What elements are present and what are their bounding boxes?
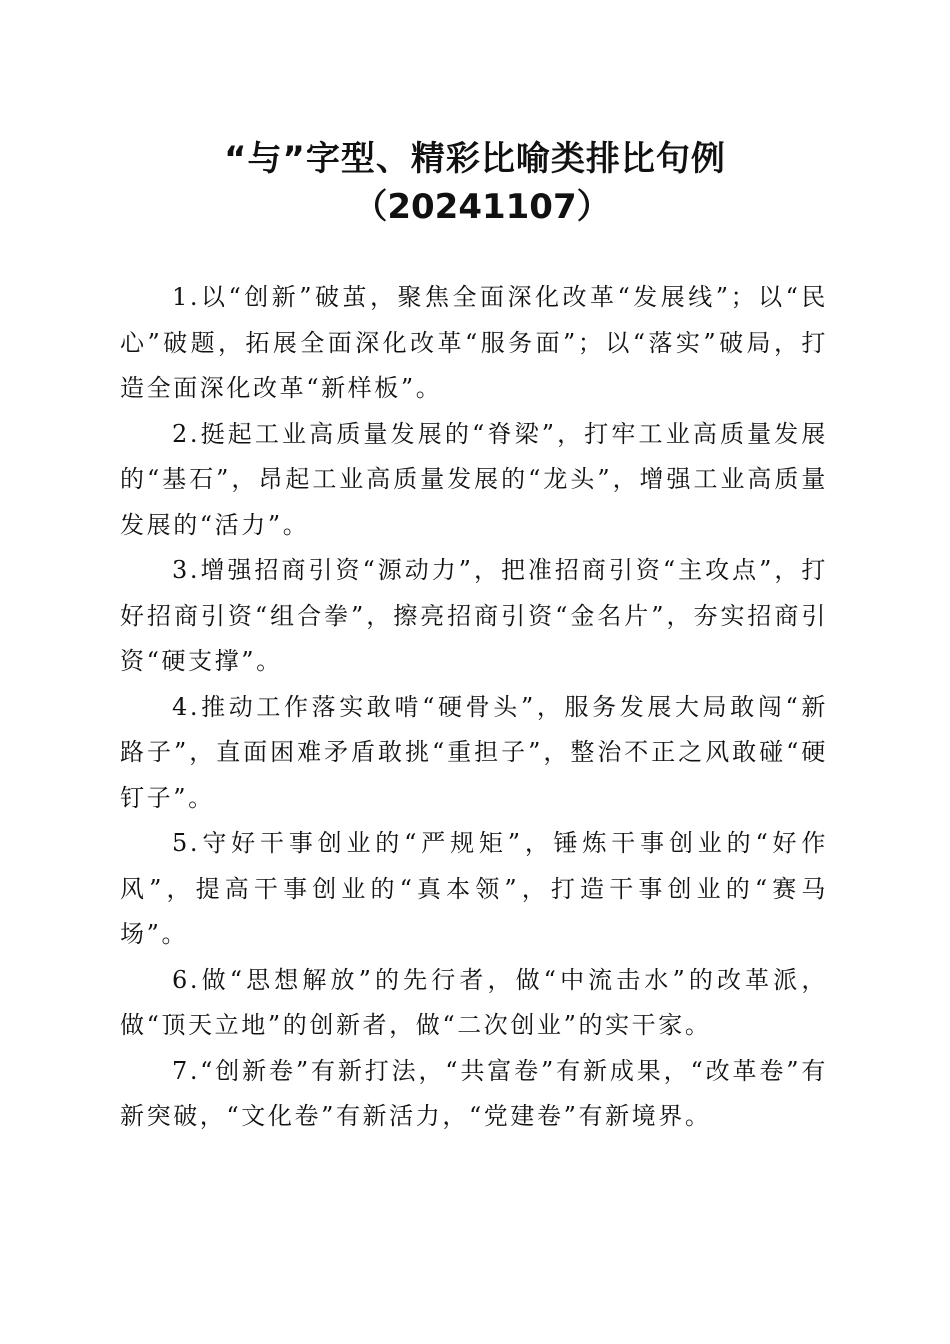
document-date-subtitle: （20241107）: [353, 187, 611, 227]
paragraph-7: 7.“创新卷”有新打法，“共富卷”有新成果，“改革卷”有新突破，“文化卷”有新活力，“党建卷”有新境界。: [120, 1056, 828, 1130]
paragraph-1: 1.以“创新”破茧，聚焦全面深化改革“发展线”；以“民心”破题，拓展全面深化改革“服务面”；以“落实”破局，打造全面深化改革“新样板”。: [120, 283, 828, 402]
title-block: [0, 134, 950, 230]
paragraph-3: 3.增强招商引资“源动力”，把准招商引资“主攻点”，打好招商引资“组合拳”，擦亮招商引资“金名片”，夯实招商引资“硬支撑”。: [120, 556, 828, 675]
document-body: [120, 275, 828, 1140]
paragraph-4: 4.推动工作落实敢啃“硬骨头”，服务发展大局敢闯“新路子”，直面困难矛盾敢挑“重担子”，整治不正之风敢碰“硬钉子”。: [120, 692, 828, 812]
document-title: “与”字型、精彩比喻类排比句例: [224, 139, 726, 179]
paragraph-6: 6.做“思想解放”的先行者，做“中流击水”的改革派，做“顶天立地”的创新者，做“二次创业”的实干家。: [120, 965, 828, 1039]
paragraph-2: 2.挺起工业高质量发展的“脊梁”，打牢工业高质量发展的“基石”，昂起工业高质量发展的“龙头”，增强工业高质量发展的“活力”。: [120, 419, 828, 539]
paragraph-5: 5.守好干事创业的“严规矩”，锤炼干事创业的“好作风”，提高干事创业的“真本领”，打造干事创业的“赛马场”。: [120, 829, 828, 948]
